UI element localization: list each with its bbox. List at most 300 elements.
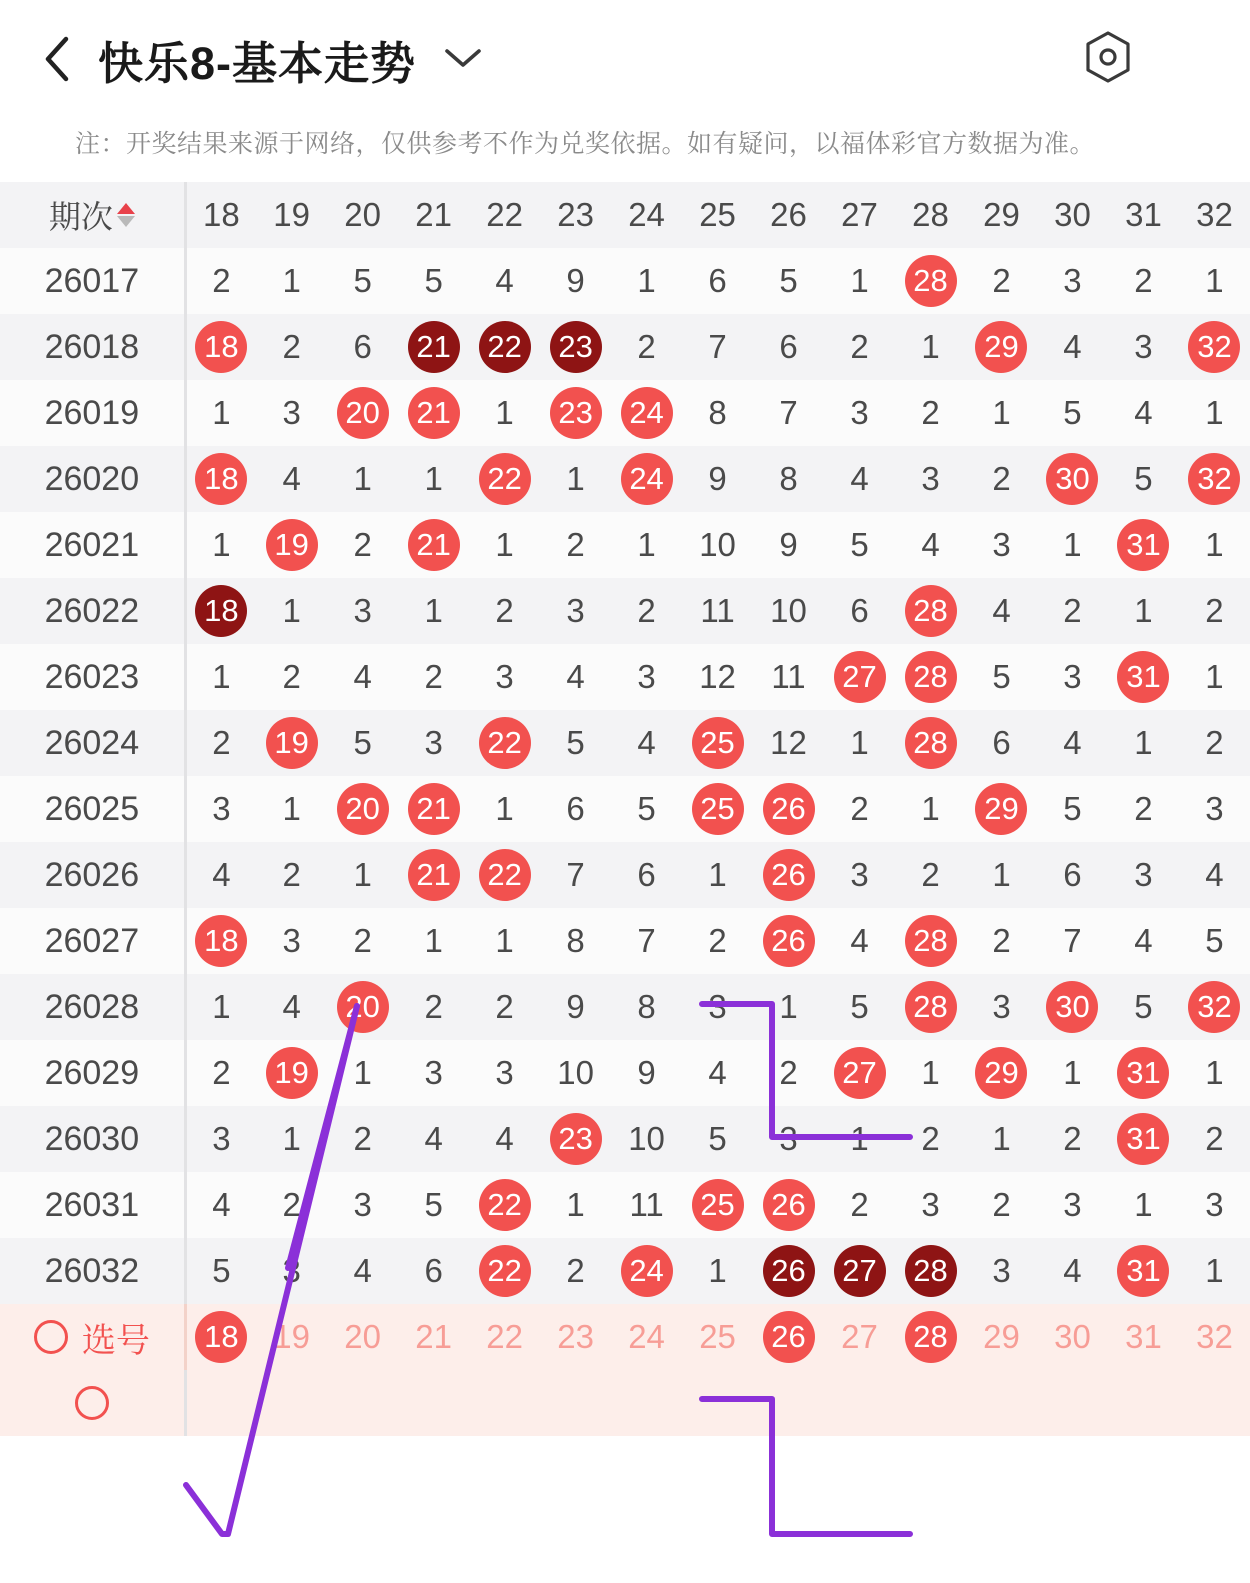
- cell-18: 4: [185, 842, 256, 908]
- issue-number: 26031: [0, 1172, 185, 1238]
- table-row[interactable]: [0, 1172, 1250, 1238]
- cell-21: [398, 380, 469, 446]
- select-cell-19[interactable]: 19: [256, 1304, 327, 1370]
- cell-27: [824, 644, 895, 710]
- cell-27: 1: [824, 1106, 895, 1172]
- cell-27: 2: [824, 1172, 895, 1238]
- cell-24: 4: [611, 710, 682, 776]
- issue-number: 26023: [0, 644, 185, 710]
- hit-ball: 27: [834, 1047, 886, 1099]
- cell-28: [895, 974, 966, 1040]
- cell-25: 10: [682, 512, 753, 578]
- cell-26: 11: [753, 644, 824, 710]
- gear-icon: [1080, 29, 1136, 90]
- hit-ball: 25: [692, 717, 744, 769]
- cell-25: 5: [682, 1106, 753, 1172]
- column-header-28[interactable]: 28: [895, 182, 966, 248]
- column-header-27[interactable]: 27: [824, 182, 895, 248]
- cell-26: 12: [753, 710, 824, 776]
- cell-24: 7: [611, 908, 682, 974]
- cell-22: 3: [469, 1040, 540, 1106]
- cell-29: [966, 776, 1037, 842]
- hit-ball: 26: [763, 849, 815, 901]
- cell-24: 1: [611, 248, 682, 314]
- issue-number: 26029: [0, 1040, 185, 1106]
- cell-23: 5: [540, 710, 611, 776]
- hit-ball: 26: [763, 783, 815, 835]
- cell-27: 1: [824, 710, 895, 776]
- select-number-label: 选号: [81, 1321, 150, 1360]
- cell-21: 1: [398, 908, 469, 974]
- cell-23: 10: [540, 1040, 611, 1106]
- cell-20: [327, 776, 398, 842]
- cell-28: 4: [895, 512, 966, 578]
- cell-20: 4: [327, 644, 398, 710]
- cell-27: 4: [824, 908, 895, 974]
- cell-23: 8: [540, 908, 611, 974]
- column-header-32[interactable]: 32: [1179, 182, 1250, 248]
- column-header-issue[interactable]: [0, 182, 185, 248]
- cell-32: [1179, 446, 1250, 512]
- cell-26: [753, 908, 824, 974]
- hit-ball: 24: [621, 1245, 673, 1297]
- cell-24: [611, 1238, 682, 1304]
- cell-26: 6: [753, 314, 824, 380]
- hit-ball: 24: [621, 387, 673, 439]
- cell-25: 7: [682, 314, 753, 380]
- cell-23: 2: [540, 1238, 611, 1304]
- cell-18: 5: [185, 1238, 256, 1304]
- cell-20: 2: [327, 1106, 398, 1172]
- cell-25: 12: [682, 644, 753, 710]
- cell-31: [1108, 1238, 1179, 1304]
- cell-27: 4: [824, 446, 895, 512]
- table-row[interactable]: [0, 908, 1250, 974]
- table-row[interactable]: [0, 842, 1250, 908]
- cell-26: 10: [753, 578, 824, 644]
- table-row[interactable]: [0, 248, 1250, 314]
- hit-ball: 22: [479, 1245, 531, 1297]
- cell-26: 9: [753, 512, 824, 578]
- cell-31: 1: [1108, 1172, 1179, 1238]
- cell-18: 3: [185, 1106, 256, 1172]
- hit-ball: 22: [479, 453, 531, 505]
- cell-29: 2: [966, 908, 1037, 974]
- chevron-left-icon: [40, 33, 74, 85]
- cell-18: 1: [185, 512, 256, 578]
- cell-22: 1: [469, 380, 540, 446]
- cell-21: 5: [398, 248, 469, 314]
- select-cell-22[interactable]: 22: [469, 1304, 540, 1370]
- select-cell-31[interactable]: 31: [1108, 1304, 1179, 1370]
- cell-19: [256, 512, 327, 578]
- cell-21: [398, 314, 469, 380]
- cell-21: 2: [398, 974, 469, 1040]
- hit-ball: 18: [195, 915, 247, 967]
- column-header-issue-label: 期次: [48, 199, 113, 235]
- cell-19: 2: [256, 644, 327, 710]
- cell-32: 5: [1179, 908, 1250, 974]
- selected-ball[interactable]: 28: [905, 1311, 957, 1363]
- cell-30: 5: [1037, 380, 1108, 446]
- cell-21: 2: [398, 644, 469, 710]
- hit-ball: 28: [905, 915, 957, 967]
- cell-26: [753, 1172, 824, 1238]
- cell-20: 1: [327, 842, 398, 908]
- table-row[interactable]: [0, 578, 1250, 644]
- hit-ball: 23: [550, 1113, 602, 1165]
- hit-ball: 23: [550, 321, 602, 373]
- cell-26: 1: [753, 974, 824, 1040]
- cell-25: 2: [682, 908, 753, 974]
- cell-23: 4: [540, 644, 611, 710]
- cell-24: [611, 446, 682, 512]
- cell-20: 3: [327, 578, 398, 644]
- table-row[interactable]: [0, 974, 1250, 1040]
- cell-27: [824, 1040, 895, 1106]
- hit-ball: 26: [763, 1179, 815, 1231]
- cell-32: [1179, 974, 1250, 1040]
- cell-20: 1: [327, 446, 398, 512]
- cell-26: [753, 842, 824, 908]
- cell-29: 3: [966, 512, 1037, 578]
- partial-cell-29: [966, 1370, 1037, 1436]
- cell-32: 1: [1179, 1238, 1250, 1304]
- cell-29: [966, 314, 1037, 380]
- cell-25: 3: [682, 974, 753, 1040]
- cell-20: 3: [327, 1172, 398, 1238]
- cell-25: 1: [682, 842, 753, 908]
- cell-30: 2: [1037, 1106, 1108, 1172]
- app-header: [0, 0, 1170, 118]
- hit-ball: 23: [550, 387, 602, 439]
- cell-26: 5: [753, 248, 824, 314]
- cell-31: [1108, 512, 1179, 578]
- cell-23: 2: [540, 512, 611, 578]
- cell-25: 1: [682, 1238, 753, 1304]
- table-header-row: [0, 182, 1250, 248]
- hit-ball: 18: [195, 585, 247, 637]
- cell-27: 5: [824, 512, 895, 578]
- table-row[interactable]: [0, 710, 1250, 776]
- cell-27: [824, 1238, 895, 1304]
- cell-29: 2: [966, 1172, 1037, 1238]
- cell-32: [1179, 314, 1250, 380]
- cell-21: [398, 512, 469, 578]
- hit-ball: 28: [905, 255, 957, 307]
- cell-31: 4: [1108, 380, 1179, 446]
- select-number-row[interactable]: [0, 1304, 1250, 1370]
- table-row[interactable]: [0, 512, 1250, 578]
- cell-32: 3: [1179, 1172, 1250, 1238]
- cell-19: 3: [256, 380, 327, 446]
- cell-27: 3: [824, 842, 895, 908]
- hit-ball: 31: [1117, 519, 1169, 571]
- cell-18: [185, 908, 256, 974]
- cell-25: 6: [682, 248, 753, 314]
- select-cell-30[interactable]: 30: [1037, 1304, 1108, 1370]
- cell-28: 3: [895, 1172, 966, 1238]
- hit-ball: 31: [1117, 1245, 1169, 1297]
- cell-21: 1: [398, 446, 469, 512]
- partial-cell-27: [824, 1370, 895, 1436]
- hit-ball: 21: [408, 519, 460, 571]
- cell-30: 1: [1037, 1040, 1108, 1106]
- cell-23: 1: [540, 1172, 611, 1238]
- select-cell-24[interactable]: 24: [611, 1304, 682, 1370]
- partial-cell-26: [753, 1370, 824, 1436]
- select-cell-32[interactable]: 32: [1179, 1304, 1250, 1370]
- cell-29: 6: [966, 710, 1037, 776]
- hit-ball: 22: [479, 717, 531, 769]
- cell-32: 1: [1179, 380, 1250, 446]
- cell-22: [469, 1238, 540, 1304]
- cell-26: 7: [753, 380, 824, 446]
- cell-27: 1: [824, 248, 895, 314]
- select-cell-29[interactable]: 29: [966, 1304, 1037, 1370]
- hit-ball: 32: [1188, 321, 1240, 373]
- cell-29: 3: [966, 974, 1037, 1040]
- cell-21: [398, 776, 469, 842]
- cell-24: 11: [611, 1172, 682, 1238]
- hit-ball: 26: [763, 915, 815, 967]
- cell-31: 2: [1108, 248, 1179, 314]
- cell-19: 2: [256, 842, 327, 908]
- cell-31: 3: [1108, 842, 1179, 908]
- hit-ball: 28: [905, 1245, 957, 1297]
- cell-20: 2: [327, 512, 398, 578]
- cell-30: 1: [1037, 512, 1108, 578]
- partial-cell-22: [469, 1370, 540, 1436]
- cell-30: 4: [1037, 314, 1108, 380]
- issue-number: 26017: [0, 248, 185, 314]
- column-header-22[interactable]: 22: [469, 182, 540, 248]
- hit-ball: 24: [621, 453, 673, 505]
- cell-22: [469, 446, 540, 512]
- hit-ball: 19: [266, 519, 318, 571]
- column-header-26[interactable]: 26: [753, 182, 824, 248]
- cell-30: 3: [1037, 248, 1108, 314]
- column-header-25[interactable]: 25: [682, 182, 753, 248]
- cell-22: 2: [469, 974, 540, 1040]
- cell-22: 1: [469, 512, 540, 578]
- cell-23: 1: [540, 446, 611, 512]
- select-cell-23[interactable]: 23: [540, 1304, 611, 1370]
- column-header-19[interactable]: 19: [256, 182, 327, 248]
- issue-number: 26026: [0, 842, 185, 908]
- column-header-31[interactable]: 31: [1108, 182, 1179, 248]
- title-dropdown-button[interactable]: [442, 44, 484, 75]
- cell-28: [895, 1238, 966, 1304]
- table-row[interactable]: [0, 1040, 1250, 1106]
- cell-22: 4: [469, 1106, 540, 1172]
- cell-18: 2: [185, 248, 256, 314]
- cell-25: 8: [682, 380, 753, 446]
- issue-number: 26022: [0, 578, 185, 644]
- cell-30: 4: [1037, 710, 1108, 776]
- column-header-29[interactable]: 29: [966, 182, 1037, 248]
- cell-29: 4: [966, 578, 1037, 644]
- cell-26: 2: [753, 1040, 824, 1106]
- trend-table-container[interactable]: [0, 182, 1233, 1436]
- column-header-30[interactable]: 30: [1037, 182, 1108, 248]
- cell-18: 1: [185, 974, 256, 1040]
- cell-24: 2: [611, 314, 682, 380]
- cell-30: [1037, 446, 1108, 512]
- select-cell-26[interactable]: [753, 1304, 824, 1370]
- hit-ball: 25: [692, 1179, 744, 1231]
- cell-21: 5: [398, 1172, 469, 1238]
- column-header-23[interactable]: 23: [540, 182, 611, 248]
- cell-30: [1037, 974, 1108, 1040]
- cell-29: 2: [966, 248, 1037, 314]
- table-row[interactable]: [0, 776, 1250, 842]
- cell-28: 1: [895, 1040, 966, 1106]
- sort-toggle-icon[interactable]: [117, 203, 135, 227]
- cell-20: 5: [327, 248, 398, 314]
- issue-number: 26030: [0, 1106, 185, 1172]
- cell-31: [1108, 1040, 1179, 1106]
- column-header-18[interactable]: 18: [185, 182, 256, 248]
- cell-20: 2: [327, 908, 398, 974]
- partial-cell-18: [185, 1370, 256, 1436]
- cell-28: 2: [895, 842, 966, 908]
- hit-ball: 29: [975, 1047, 1027, 1099]
- hit-ball: 20: [337, 783, 389, 835]
- cell-29: 1: [966, 842, 1037, 908]
- cell-29: 5: [966, 644, 1037, 710]
- hit-ball: 31: [1117, 1047, 1169, 1099]
- cell-18: 2: [185, 710, 256, 776]
- partial-cell-19: [256, 1370, 327, 1436]
- issue-number: 26018: [0, 314, 185, 380]
- cell-24: 3: [611, 644, 682, 710]
- hit-ball: 25: [692, 783, 744, 835]
- partial-cell-28: [895, 1370, 966, 1436]
- column-header-21[interactable]: 21: [398, 182, 469, 248]
- cell-27: 3: [824, 380, 895, 446]
- cell-28: [895, 710, 966, 776]
- hit-ball: 19: [266, 1047, 318, 1099]
- cell-29: 1: [966, 1106, 1037, 1172]
- cell-22: [469, 842, 540, 908]
- cell-31: 1: [1108, 710, 1179, 776]
- select-cell-18[interactable]: [185, 1304, 256, 1370]
- selected-ball[interactable]: 26: [763, 1311, 815, 1363]
- cell-30: 2: [1037, 578, 1108, 644]
- cell-24: 2: [611, 578, 682, 644]
- cell-31: [1108, 1106, 1179, 1172]
- cell-23: 7: [540, 842, 611, 908]
- chevron-down-icon: [442, 44, 484, 75]
- select-cell-28[interactable]: [895, 1304, 966, 1370]
- select-cell-27[interactable]: 27: [824, 1304, 895, 1370]
- cell-19: [256, 1040, 327, 1106]
- cell-18: [185, 446, 256, 512]
- hit-ball: 27: [834, 1245, 886, 1297]
- circle-outline-icon: [75, 1386, 109, 1420]
- cell-19: 4: [256, 446, 327, 512]
- hit-ball: 22: [479, 1179, 531, 1231]
- cell-18: 2: [185, 1040, 256, 1106]
- hit-ball: 18: [195, 453, 247, 505]
- hit-ball: 28: [905, 981, 957, 1033]
- cell-27: 2: [824, 776, 895, 842]
- cell-28: 3: [895, 446, 966, 512]
- hit-ball: 28: [905, 585, 957, 637]
- cell-29: 3: [966, 1238, 1037, 1304]
- back-button[interactable]: [34, 36, 80, 82]
- cell-31: 5: [1108, 446, 1179, 512]
- select-number-label-cell[interactable]: [0, 1304, 185, 1370]
- issue-number: 26021: [0, 512, 185, 578]
- table-row[interactable]: [0, 314, 1250, 380]
- cell-32: 1: [1179, 644, 1250, 710]
- partial-cell-23: [540, 1370, 611, 1436]
- cell-23: [540, 1106, 611, 1172]
- cell-18: [185, 314, 256, 380]
- cell-31: 1: [1108, 578, 1179, 644]
- circle-outline-icon: [34, 1320, 68, 1354]
- cell-18: 4: [185, 1172, 256, 1238]
- cell-28: 1: [895, 776, 966, 842]
- table-row[interactable]: [0, 644, 1250, 710]
- table-row[interactable]: [0, 380, 1250, 446]
- cell-32: 3: [1179, 776, 1250, 842]
- selected-ball[interactable]: 18: [195, 1311, 247, 1363]
- hit-ball: 32: [1188, 453, 1240, 505]
- partial-row[interactable]: [0, 1370, 1250, 1436]
- select-cell-21[interactable]: 21: [398, 1304, 469, 1370]
- issue-number: 26027: [0, 908, 185, 974]
- cell-28: 2: [895, 380, 966, 446]
- table-row[interactable]: [0, 446, 1250, 512]
- column-header-20[interactable]: 20: [327, 182, 398, 248]
- cell-25: [682, 776, 753, 842]
- settings-button[interactable]: [1080, 31, 1136, 87]
- table-row[interactable]: [0, 1106, 1250, 1172]
- cell-27: 5: [824, 974, 895, 1040]
- cell-21: 3: [398, 710, 469, 776]
- cell-28: [895, 644, 966, 710]
- cell-23: [540, 314, 611, 380]
- cell-21: 4: [398, 1106, 469, 1172]
- hit-ball: 28: [905, 717, 957, 769]
- cell-19: 2: [256, 314, 327, 380]
- hit-ball: 22: [479, 849, 531, 901]
- cell-26: 3: [753, 1106, 824, 1172]
- partial-row-label-cell[interactable]: [0, 1370, 185, 1436]
- hit-ball: 31: [1117, 651, 1169, 703]
- cell-20: 6: [327, 314, 398, 380]
- cell-21: 6: [398, 1238, 469, 1304]
- select-cell-20[interactable]: 20: [327, 1304, 398, 1370]
- hit-ball: 32: [1188, 981, 1240, 1033]
- cell-24: 8: [611, 974, 682, 1040]
- cell-20: 1: [327, 1040, 398, 1106]
- cell-28: [895, 908, 966, 974]
- cell-21: 1: [398, 578, 469, 644]
- cell-19: 1: [256, 1106, 327, 1172]
- select-cell-25[interactable]: 25: [682, 1304, 753, 1370]
- column-header-24[interactable]: 24: [611, 182, 682, 248]
- cell-32: 4: [1179, 842, 1250, 908]
- cell-28: [895, 248, 966, 314]
- issue-number: 26028: [0, 974, 185, 1040]
- hit-ball: 19: [266, 717, 318, 769]
- table-row[interactable]: [0, 1238, 1250, 1304]
- cell-32: 1: [1179, 512, 1250, 578]
